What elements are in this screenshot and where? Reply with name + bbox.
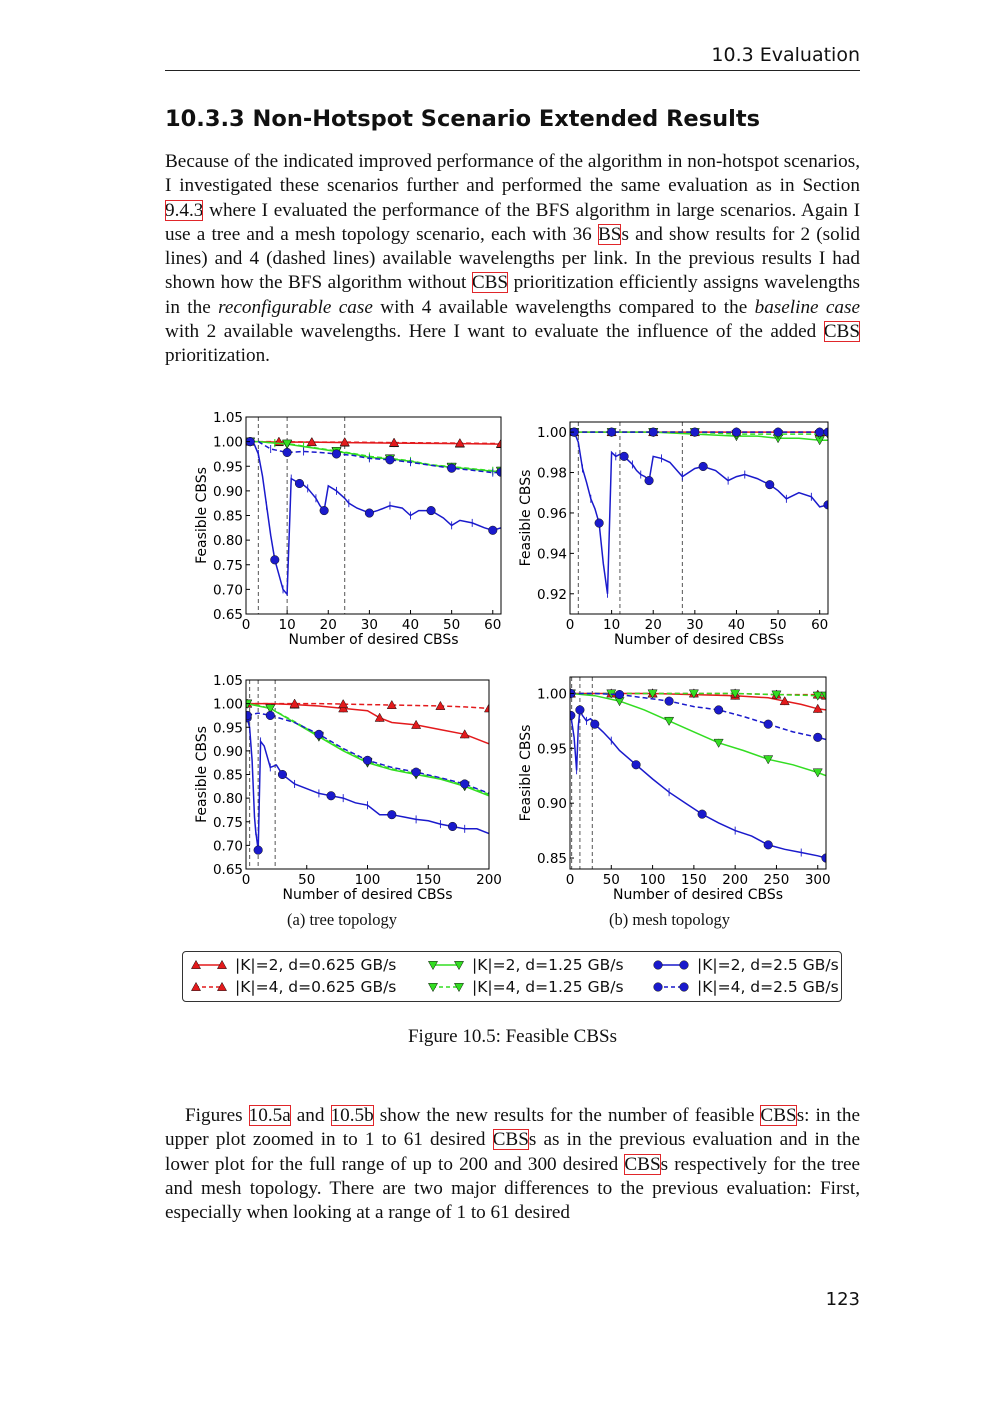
subcaption-tree: (a) tree topology <box>287 910 397 929</box>
figure-ref-link[interactable]: 10.5b <box>330 1105 374 1126</box>
x-tick-label: 60 <box>484 617 502 633</box>
x-tick-label: 10 <box>278 617 296 633</box>
x-tick-label: 50 <box>769 617 787 633</box>
x-tick-label: 30 <box>686 617 704 633</box>
cbs-glossary-link[interactable]: CBS <box>624 1153 661 1175</box>
x-tick-label: 100 <box>354 872 381 888</box>
series-marker <box>386 456 395 465</box>
x-tick-label: 150 <box>415 872 442 888</box>
y-axis-label: Feasible CBSs <box>194 726 210 823</box>
plot-area <box>570 677 826 869</box>
x-tick-label: 200 <box>476 872 502 888</box>
chart-mesh-full-range <box>510 665 850 910</box>
y-tick-label: 1.05 <box>212 410 243 426</box>
series-marker <box>427 506 436 515</box>
text: s and show results for 2 (solid lines) and 4 (dashed lines) available wavelengths per link. In the previous results I had shown how the BFS algorithm without <box>165 223 860 294</box>
series-marker <box>388 810 397 819</box>
x-tick-label: 60 <box>811 617 829 633</box>
legend-swatch <box>191 957 227 973</box>
text: with 2 available wavelengths. Here I want to evaluate the influence of the added <box>165 321 824 343</box>
series-marker <box>815 428 824 437</box>
series-marker <box>576 706 585 715</box>
y-tick-label: 0.95 <box>212 720 243 737</box>
series-marker <box>488 526 497 535</box>
x-tick-label: 300 <box>804 872 831 888</box>
x-tick-label: 200 <box>722 872 749 888</box>
series-marker <box>698 810 707 819</box>
y-tick-label: 0.75 <box>212 814 243 831</box>
y-tick-label: 1.00 <box>212 434 243 451</box>
cbs-glossary-link[interactable]: CBS <box>760 1105 797 1126</box>
x-tick-label: 0 <box>241 617 251 633</box>
y-tick-label: 1.05 <box>212 673 243 689</box>
x-tick-label: 40 <box>727 617 746 633</box>
legend-label: |K|=4, d=2.5 GB/s <box>697 978 839 996</box>
series-marker <box>615 690 624 699</box>
x-tick-label: 50 <box>443 617 461 633</box>
y-tick-label: 0.80 <box>212 791 243 808</box>
series-marker <box>764 720 773 729</box>
x-tick-label: 0 <box>241 872 251 888</box>
figure-caption: Figure 10.5: Feasible CBSs <box>407 1026 617 1047</box>
text: Because of the indicated improved performance of the algorithm in non-hotspot scenarios, I investigated these scenarios further and performed the same evaluation as in Section <box>165 151 860 197</box>
series-marker <box>764 841 773 850</box>
series-marker <box>270 556 279 565</box>
y-tick-label: 0.65 <box>212 607 243 623</box>
x-tick-label: 0 <box>565 872 575 888</box>
y-tick-label: 0.95 <box>212 459 243 476</box>
x-axis-label: Number of desired CBSs <box>288 632 459 648</box>
chart-legend <box>182 951 842 1002</box>
y-tick-label: 0.92 <box>536 586 567 603</box>
cbs-glossary-link[interactable]: CBS <box>823 321 860 343</box>
y-tick-label: 1.00 <box>536 686 567 703</box>
series-marker <box>595 519 604 528</box>
series-marker <box>243 711 252 720</box>
section-title: 10.3.3 Non-Hotspot Scenario Extended Results <box>165 106 760 132</box>
legend-marker <box>654 961 663 970</box>
text: s respectively for the tree and mesh topology. There are two major differences to the previous evaluation: First, especially when looking at a range of 1 to 61 desired <box>165 1153 861 1224</box>
legend-item <box>428 977 624 997</box>
series-marker <box>363 756 372 765</box>
series-marker <box>699 462 708 471</box>
series-marker <box>460 780 469 789</box>
legend-marker <box>680 983 689 992</box>
series-marker <box>447 464 456 473</box>
series-marker <box>813 733 822 742</box>
series-marker <box>665 697 674 706</box>
y-axis-label: Feasible CBSs <box>518 724 534 822</box>
paragraph-discussion <box>165 1104 860 1225</box>
series-marker <box>765 480 774 489</box>
page-number: 123 <box>825 1289 860 1310</box>
x-tick-label: 50 <box>602 872 620 888</box>
legend-marker <box>654 983 663 992</box>
legend-item <box>191 977 396 997</box>
series-marker <box>590 720 599 729</box>
legend-label: |K|=4, d=0.625 GB/s <box>235 978 397 996</box>
y-tick-label: 0.98 <box>536 465 567 482</box>
x-axis-label: Number of desired CBSs <box>613 632 785 648</box>
series-marker <box>327 791 336 800</box>
x-tick-label: 100 <box>639 872 666 888</box>
series-marker <box>283 448 292 457</box>
series-marker <box>266 711 275 720</box>
text: prioritization efficiently assigns wavelengths in the <box>165 272 860 318</box>
legend-swatch <box>653 979 689 995</box>
chart-tree-zoomed <box>180 402 520 652</box>
text: with 4 available wavelengths compared to the <box>372 296 755 318</box>
y-tick-label: 1.00 <box>536 425 567 442</box>
text: s as in the previous evaluation and in the lower plot for the full range of up to 200 and 300 desired <box>165 1129 860 1175</box>
y-tick-label: 0.94 <box>536 546 567 563</box>
y-tick-label: 0.85 <box>212 508 243 525</box>
legend-swatch <box>428 957 464 973</box>
legend-label: |K|=2, d=0.625 GB/s <box>235 956 397 974</box>
series-marker <box>632 760 641 769</box>
series-marker <box>448 822 457 831</box>
figure-ref-link[interactable]: 10.5a <box>248 1105 291 1126</box>
x-tick-label: 0 <box>565 617 575 633</box>
text: show the new results for the number of feasible <box>373 1105 761 1126</box>
legend-swatch <box>653 957 689 973</box>
y-axis-label: Feasible CBSs <box>194 467 210 564</box>
y-tick-label: 0.65 <box>212 862 243 878</box>
series-marker <box>412 768 421 777</box>
y-tick-label: 1.00 <box>212 696 243 713</box>
series-marker <box>365 509 374 518</box>
italic-term: baseline case <box>754 296 861 318</box>
series-marker <box>691 428 700 437</box>
x-tick-label: 150 <box>680 872 707 888</box>
running-header: 10.3 Evaluation <box>711 44 860 66</box>
y-tick-label: 0.70 <box>212 838 243 855</box>
legend-item <box>653 977 839 997</box>
y-tick-label: 0.80 <box>212 533 243 550</box>
text: and <box>290 1105 331 1126</box>
legend-swatch <box>428 979 464 995</box>
text: s: in the upper plot zoomed in to 1 to 61 desired <box>165 1105 860 1151</box>
legend-item <box>653 955 839 975</box>
y-tick-label: 0.85 <box>536 851 567 868</box>
series-marker <box>649 428 658 437</box>
series-marker <box>732 428 741 437</box>
italic-term: reconfigurable case <box>218 296 373 318</box>
cbs-glossary-link[interactable]: CBS <box>492 1129 529 1151</box>
chart-mesh-zoomed <box>510 402 850 652</box>
legend-label: |K|=2, d=2.5 GB/s <box>697 956 839 974</box>
legend-label: |K|=2, d=1.25 GB/s <box>472 956 624 974</box>
x-tick-label: 20 <box>319 617 337 633</box>
series-marker <box>714 706 723 715</box>
x-tick-label: 20 <box>644 617 662 633</box>
series-marker <box>254 846 263 855</box>
paragraph-intro <box>165 150 860 369</box>
x-tick-label: 50 <box>298 872 316 888</box>
series-marker <box>774 428 783 437</box>
y-tick-label: 0.95 <box>536 741 567 758</box>
series-marker <box>567 711 576 720</box>
cbs-glossary-link[interactable]: CBS <box>471 272 509 294</box>
y-tick-label: 0.70 <box>212 582 243 599</box>
subcaption-mesh: (b) mesh topology <box>609 910 730 929</box>
series-marker <box>315 730 324 739</box>
legend-label: |K|=4, d=1.25 GB/s <box>472 978 624 996</box>
bs-glossary-link[interactable]: BS <box>597 223 622 245</box>
legend-marker <box>191 982 200 990</box>
series-marker <box>607 428 616 437</box>
y-tick-label: 0.96 <box>536 505 567 522</box>
y-axis-label: Feasible CBSs <box>518 469 534 567</box>
series-marker <box>278 770 287 779</box>
series-marker <box>645 476 654 485</box>
x-tick-label: 250 <box>763 872 790 888</box>
text: where I evaluated the performance of the BFS algorithm in large scenarios. Again I use a tree and a mesh topology scenario, each with 36 <box>165 199 860 245</box>
x-axis-label: Number of desired CBSs <box>612 887 784 903</box>
text: Figures <box>185 1105 249 1126</box>
legend-item <box>428 955 624 975</box>
y-tick-label: 0.85 <box>212 767 243 784</box>
legend-marker <box>428 983 437 991</box>
legend-marker <box>680 961 689 970</box>
header-rule <box>165 70 860 71</box>
section-ref-link[interactable]: 9.4.3 <box>165 199 204 221</box>
chart-tree-full-range <box>180 665 520 910</box>
y-tick-label: 0.90 <box>212 483 243 500</box>
plot-area <box>570 422 828 614</box>
x-tick-label: 40 <box>401 617 420 633</box>
series-marker <box>320 506 329 515</box>
series-marker <box>620 452 629 461</box>
legend-swatch <box>191 979 227 995</box>
y-tick-label: 0.90 <box>536 796 567 813</box>
series-marker <box>295 479 304 488</box>
x-tick-label: 10 <box>603 617 621 633</box>
series-marker <box>332 450 341 459</box>
text: prioritization. <box>165 345 270 367</box>
y-tick-label: 0.90 <box>212 743 243 760</box>
legend-item <box>191 955 396 975</box>
y-tick-label: 0.75 <box>212 557 243 574</box>
x-tick-label: 30 <box>360 617 378 633</box>
x-axis-label: Number of desired CBSs <box>282 887 453 903</box>
